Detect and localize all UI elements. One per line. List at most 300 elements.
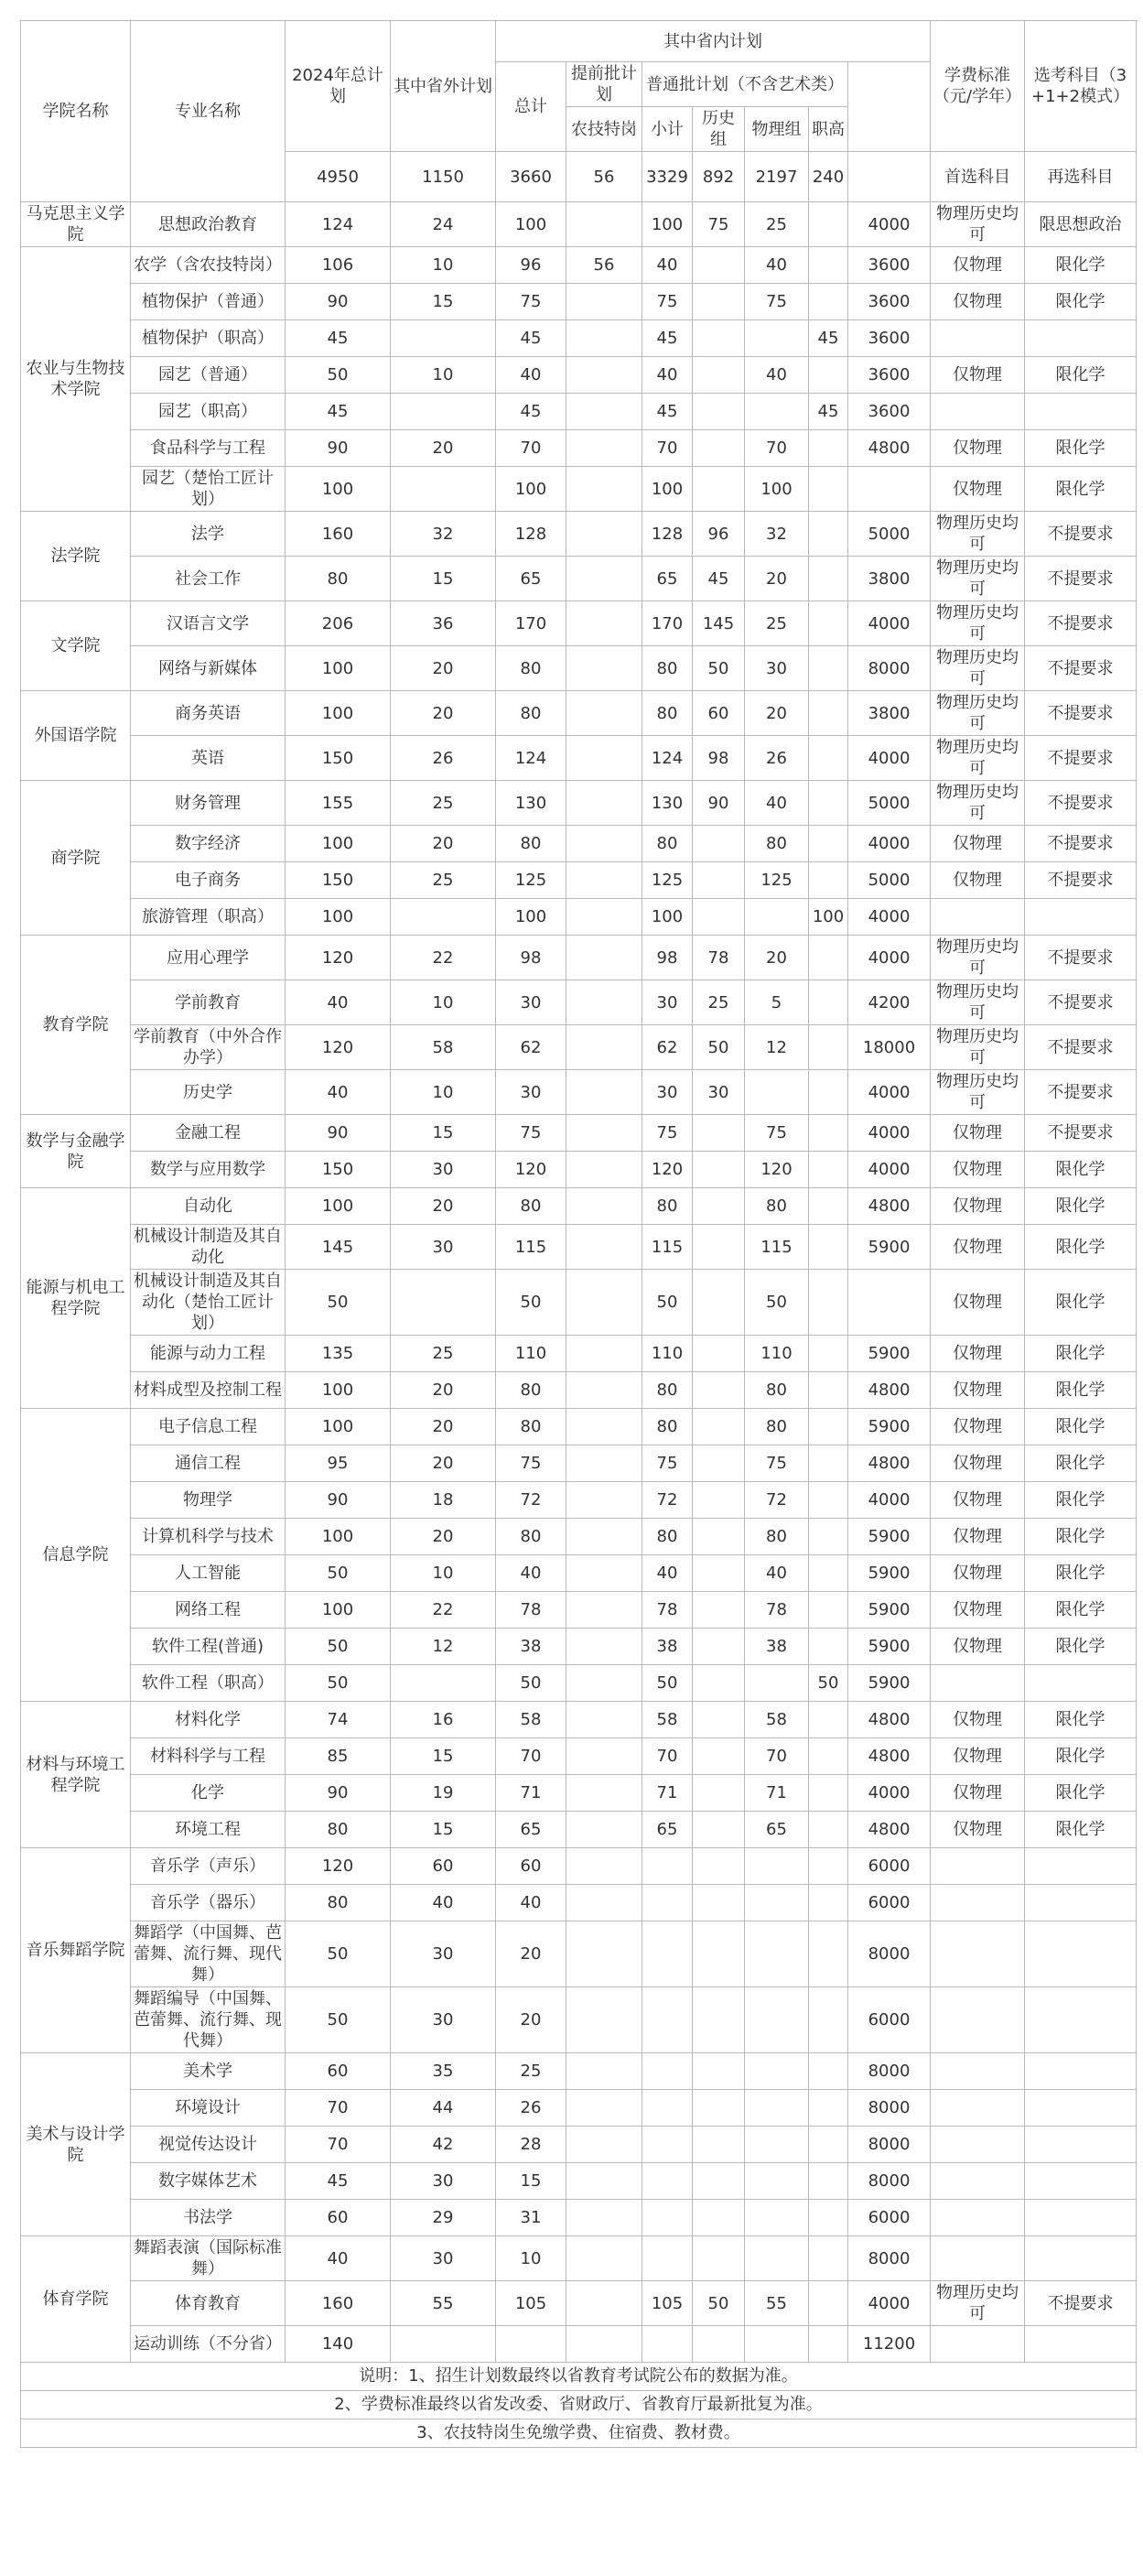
major-name: 财务管理 (131, 781, 286, 826)
physics-group: 32 (745, 512, 809, 557)
second-subject (1025, 1987, 1137, 2053)
history-group (693, 1115, 745, 1152)
total-plan: 120 (286, 1025, 391, 1070)
regular-subtotal (642, 2200, 693, 2236)
table-row (21, 736, 1137, 781)
out-province-plan (391, 320, 496, 357)
regular-subtotal: 71 (642, 1775, 693, 1812)
out-province-plan: 15 (391, 284, 496, 320)
out-province-plan: 20 (391, 1519, 496, 1555)
second-subject: 不提要求 (1025, 862, 1137, 899)
history-group (693, 1445, 745, 1482)
vocational-plan (809, 1921, 848, 1987)
tuition: 3600 (848, 284, 931, 320)
table-row (21, 284, 1137, 320)
vocational-plan (809, 736, 848, 781)
regular-subtotal: 45 (642, 394, 693, 430)
vocational-plan (809, 2200, 848, 2236)
first-subject: 物理历史均可 (931, 781, 1025, 826)
col-header-total-2024: 2024年总计划 (286, 21, 391, 152)
major-name: 思想政治教育 (131, 202, 286, 247)
second-subject: 不提要求 (1025, 781, 1137, 826)
physics-group: 26 (745, 736, 809, 781)
first-subject: 仅物理 (931, 1336, 1025, 1372)
history-group: 98 (693, 736, 745, 781)
early-agri-plan (566, 1445, 642, 1482)
physics-group (745, 2236, 809, 2281)
table-row (21, 646, 1137, 691)
early-agri-plan (566, 862, 642, 899)
regular-subtotal: 80 (642, 1519, 693, 1555)
early-agri-plan (566, 512, 642, 557)
in-province-total: 80 (496, 1372, 566, 1409)
physics-group (745, 1848, 809, 1885)
physics-group (745, 2090, 809, 2127)
physics-group: 58 (745, 1702, 809, 1738)
vocational-plan (809, 1702, 848, 1738)
first-subject: 仅物理 (931, 430, 1025, 467)
major-name: 自动化 (131, 1188, 286, 1225)
vocational-plan (809, 1409, 848, 1445)
table-row (21, 899, 1137, 936)
col-header-first-subject: 首选科目 (931, 152, 1025, 202)
major-name: 人工智能 (131, 1555, 286, 1592)
early-agri-plan (566, 781, 642, 826)
total-plan: 80 (286, 557, 391, 601)
total-cell: 892 (693, 152, 745, 202)
major-name: 通信工程 (131, 1445, 286, 1482)
early-agri-plan (566, 1070, 642, 1115)
first-subject: 仅物理 (931, 1592, 1025, 1629)
first-subject: 仅物理 (931, 357, 1025, 394)
early-agri-plan (566, 1225, 642, 1270)
vocational-plan (809, 1592, 848, 1629)
tuition: 5000 (848, 512, 931, 557)
tuition: 8000 (848, 1921, 931, 1987)
history-group: 50 (693, 1025, 745, 1070)
history-group (693, 2053, 745, 2090)
history-group: 90 (693, 781, 745, 826)
total-plan: 100 (286, 1372, 391, 1409)
major-name: 网络与新媒体 (131, 646, 286, 691)
vocational-plan (809, 284, 848, 320)
vocational-plan (809, 1152, 848, 1188)
table-row (21, 1270, 1137, 1336)
major-name: 能源与动力工程 (131, 1336, 286, 1372)
in-province-total: 100 (496, 467, 566, 512)
table-row (21, 1702, 1137, 1738)
physics-group: 12 (745, 1025, 809, 1070)
physics-group (745, 1665, 809, 1702)
physics-group: 71 (745, 1775, 809, 1812)
out-province-plan: 30 (391, 1987, 496, 2053)
first-subject (931, 1665, 1025, 1702)
physics-group: 80 (745, 1372, 809, 1409)
regular-subtotal: 105 (642, 2281, 693, 2326)
major-name: 音乐学（声乐） (131, 1848, 286, 1885)
second-subject: 不提要求 (1025, 2281, 1137, 2326)
total-plan: 60 (286, 2053, 391, 2090)
regular-subtotal: 80 (642, 1409, 693, 1445)
in-province-total: 40 (496, 1885, 566, 1921)
early-agri-plan (566, 1270, 642, 1336)
table-row (21, 1519, 1137, 1555)
table-row (21, 2163, 1137, 2200)
total-plan: 145 (286, 1225, 391, 1270)
first-subject: 物理历史均可 (931, 557, 1025, 601)
in-province-total: 40 (496, 1555, 566, 1592)
second-subject: 限化学 (1025, 1629, 1137, 1665)
physics-group: 20 (745, 557, 809, 601)
vocational-plan (809, 2053, 848, 2090)
out-province-plan: 18 (391, 1482, 496, 1519)
total-plan: 85 (286, 1738, 391, 1775)
in-province-total: 50 (496, 1665, 566, 1702)
total-plan: 50 (286, 1270, 391, 1336)
first-subject: 仅物理 (931, 1519, 1025, 1555)
major-name: 数字媒体艺术 (131, 2163, 286, 2200)
out-province-plan: 15 (391, 557, 496, 601)
vocational-plan (809, 980, 848, 1025)
major-name: 体育教育 (131, 2281, 286, 2326)
tuition: 5900 (848, 1555, 931, 1592)
tuition: 6000 (848, 1987, 931, 2053)
note-row (21, 2363, 1137, 2391)
physics-group: 65 (745, 1812, 809, 1848)
regular-subtotal: 100 (642, 202, 693, 247)
tuition: 4000 (848, 1070, 931, 1115)
out-province-plan: 10 (391, 247, 496, 284)
table-row (21, 862, 1137, 899)
second-subject (1025, 2236, 1137, 2281)
second-subject (1025, 2326, 1137, 2363)
second-subject (1025, 1665, 1137, 1702)
table-row (21, 2236, 1137, 2281)
second-subject: 限化学 (1025, 1555, 1137, 1592)
in-province-total: 50 (496, 1270, 566, 1336)
total-cell: 3660 (496, 152, 566, 202)
regular-subtotal: 75 (642, 1445, 693, 1482)
out-province-plan: 10 (391, 1070, 496, 1115)
tuition: 4000 (848, 936, 931, 980)
table-row (21, 1070, 1137, 1115)
out-province-plan: 30 (391, 2236, 496, 2281)
second-subject: 限化学 (1025, 1482, 1137, 1519)
tuition: 8000 (848, 2236, 931, 2281)
first-subject (931, 1885, 1025, 1921)
major-name: 环境设计 (131, 2090, 286, 2127)
in-province-total: 80 (496, 1519, 566, 1555)
college-name: 能源与机电工程学院 (21, 1188, 131, 1409)
table-row (21, 2127, 1137, 2163)
out-province-plan: 25 (391, 781, 496, 826)
second-subject: 限化学 (1025, 1372, 1137, 1409)
second-subject: 限化学 (1025, 1409, 1137, 1445)
total-cell: 3329 (642, 152, 693, 202)
out-province-plan: 30 (391, 1225, 496, 1270)
note-text: 说明：1、招生计划数最终以省教育考试院公布的数据为准。 (21, 2363, 1137, 2391)
first-subject (931, 1848, 1025, 1885)
physics-group: 80 (745, 1409, 809, 1445)
first-subject: 仅物理 (931, 1812, 1025, 1848)
physics-group: 120 (745, 1152, 809, 1188)
tuition: 8000 (848, 2090, 931, 2127)
in-province-total: 20 (496, 1921, 566, 1987)
regular-subtotal: 58 (642, 1702, 693, 1738)
total-plan: 160 (286, 2281, 391, 2326)
physics-group: 100 (745, 467, 809, 512)
total-plan: 140 (286, 2326, 391, 2363)
total-plan: 120 (286, 1848, 391, 1885)
total-plan: 50 (286, 1665, 391, 1702)
total-plan: 50 (286, 357, 391, 394)
physics-group (745, 2326, 809, 2363)
total-plan: 124 (286, 202, 391, 247)
history-group (693, 1519, 745, 1555)
total-plan: 50 (286, 1555, 391, 1592)
total-plan: 90 (286, 430, 391, 467)
first-subject: 物理历史均可 (931, 1025, 1025, 1070)
out-province-plan: 20 (391, 1409, 496, 1445)
history-group (693, 2090, 745, 2127)
tuition: 5900 (848, 1629, 931, 1665)
first-subject (931, 394, 1025, 430)
in-province-total: 105 (496, 2281, 566, 2326)
in-province-total: 125 (496, 862, 566, 899)
second-subject: 不提要求 (1025, 980, 1137, 1025)
vocational-plan (809, 247, 848, 284)
total-plan: 40 (286, 2236, 391, 2281)
out-province-plan: 15 (391, 1812, 496, 1848)
college-name: 信息学院 (21, 1409, 131, 1702)
total-plan: 100 (286, 467, 391, 512)
out-province-plan: 30 (391, 2163, 496, 2200)
tuition: 3600 (848, 357, 931, 394)
physics-group: 70 (745, 430, 809, 467)
major-name: 音乐学（器乐） (131, 1885, 286, 1921)
total-plan: 100 (286, 646, 391, 691)
total-plan: 60 (286, 2200, 391, 2236)
second-subject: 不提要求 (1025, 1025, 1137, 1070)
in-province-total: 71 (496, 1775, 566, 1812)
table-row (21, 826, 1137, 862)
table-row (21, 467, 1137, 512)
physics-group (745, 2127, 809, 2163)
first-subject (931, 2053, 1025, 2090)
major-name: 学前教育（中外合作办学） (131, 1025, 286, 1070)
out-province-plan: 24 (391, 202, 496, 247)
first-subject: 仅物理 (931, 1152, 1025, 1188)
vocational-plan (809, 1445, 848, 1482)
in-province-total: 70 (496, 1738, 566, 1775)
regular-subtotal: 70 (642, 1738, 693, 1775)
history-group (693, 1555, 745, 1592)
vocational-plan (809, 2090, 848, 2127)
out-province-plan: 20 (391, 1372, 496, 1409)
first-subject: 物理历史均可 (931, 2281, 1025, 2326)
first-subject: 物理历史均可 (931, 512, 1025, 557)
vocational-plan (809, 781, 848, 826)
in-province-total: 58 (496, 1702, 566, 1738)
tuition (848, 467, 931, 512)
out-province-plan: 10 (391, 1555, 496, 1592)
second-subject: 不提要求 (1025, 736, 1137, 781)
physics-group: 125 (745, 862, 809, 899)
out-province-plan: 19 (391, 1775, 496, 1812)
header-row-1 (21, 21, 1137, 62)
physics-group: 80 (745, 1188, 809, 1225)
first-subject: 物理历史均可 (931, 1070, 1025, 1115)
early-agri-plan (566, 1885, 642, 1921)
regular-subtotal: 100 (642, 899, 693, 936)
vocational-plan (809, 862, 848, 899)
history-group: 50 (693, 646, 745, 691)
second-subject: 限化学 (1025, 1188, 1137, 1225)
early-agri-plan (566, 1555, 642, 1592)
out-province-plan: 20 (391, 691, 496, 736)
second-subject: 限化学 (1025, 430, 1137, 467)
total-plan: 100 (286, 1592, 391, 1629)
early-agri-plan (566, 1188, 642, 1225)
early-agri-plan (566, 1592, 642, 1629)
col-header-college: 学院名称 (21, 21, 131, 202)
early-agri-plan (566, 2127, 642, 2163)
early-agri-plan: 56 (566, 247, 642, 284)
tuition: 4200 (848, 980, 931, 1025)
table-row (21, 1482, 1137, 1519)
physics-group: 50 (745, 1270, 809, 1336)
tuition: 4000 (848, 826, 931, 862)
in-province-total: 170 (496, 601, 566, 646)
in-province-total: 130 (496, 781, 566, 826)
total-plan: 45 (286, 320, 391, 357)
table-row (21, 1592, 1137, 1629)
major-name: 食品科学与工程 (131, 430, 286, 467)
total-plan: 95 (286, 1445, 391, 1482)
first-subject (931, 320, 1025, 357)
history-group (693, 2127, 745, 2163)
history-group (693, 826, 745, 862)
regular-subtotal: 65 (642, 1812, 693, 1848)
out-province-plan: 42 (391, 2127, 496, 2163)
second-subject: 不提要求 (1025, 557, 1137, 601)
table-row (21, 430, 1137, 467)
physics-group: 75 (745, 1115, 809, 1152)
table-row (21, 1225, 1137, 1270)
vocational-plan (809, 1812, 848, 1848)
in-province-total: 60 (496, 1848, 566, 1885)
out-province-plan: 20 (391, 1445, 496, 1482)
history-group: 50 (693, 2281, 745, 2326)
table-row (21, 1848, 1137, 1885)
out-province-plan: 30 (391, 1152, 496, 1188)
table-row (21, 1555, 1137, 1592)
total-plan: 100 (286, 899, 391, 936)
out-province-plan: 20 (391, 430, 496, 467)
out-province-plan (391, 467, 496, 512)
col-header-in-province: 其中省内计划 (496, 21, 931, 62)
second-subject (1025, 1885, 1137, 1921)
vocational-plan (809, 512, 848, 557)
in-province-total: 31 (496, 2200, 566, 2236)
total-plan: 70 (286, 2127, 391, 2163)
tuition: 8000 (848, 2053, 931, 2090)
tuition: 4000 (848, 601, 931, 646)
first-subject: 仅物理 (931, 1555, 1025, 1592)
total-plan: 150 (286, 1152, 391, 1188)
in-province-total: 120 (496, 1152, 566, 1188)
table-row (21, 1738, 1137, 1775)
in-province-total: 25 (496, 2053, 566, 2090)
tuition: 4800 (848, 1738, 931, 1775)
in-province-total: 124 (496, 736, 566, 781)
history-group: 75 (693, 202, 745, 247)
regular-subtotal (642, 2053, 693, 2090)
total-plan: 100 (286, 826, 391, 862)
total-plan: 90 (286, 284, 391, 320)
vocational-plan (809, 1482, 848, 1519)
second-subject: 不提要求 (1025, 691, 1137, 736)
first-subject: 仅物理 (931, 862, 1025, 899)
table-row (21, 1409, 1137, 1445)
college-name: 农业与生物技术学院 (21, 247, 131, 512)
early-agri-plan (566, 394, 642, 430)
total-plan: 155 (286, 781, 391, 826)
regular-subtotal: 30 (642, 1070, 693, 1115)
history-group (693, 2200, 745, 2236)
in-province-total: 96 (496, 247, 566, 284)
early-agri-plan (566, 2281, 642, 2326)
history-group (693, 1775, 745, 1812)
physics-group: 40 (745, 247, 809, 284)
second-subject: 不提要求 (1025, 936, 1137, 980)
history-group (693, 2236, 745, 2281)
in-province-total: 65 (496, 1812, 566, 1848)
out-province-plan (391, 2326, 496, 2363)
table-row (21, 980, 1137, 1025)
first-subject: 仅物理 (931, 1225, 1025, 1270)
second-subject: 限化学 (1025, 357, 1137, 394)
vocational-plan (809, 826, 848, 862)
in-province-total: 10 (496, 2236, 566, 2281)
out-province-plan: 36 (391, 601, 496, 646)
physics-group (745, 2163, 809, 2200)
vocational-plan (809, 936, 848, 980)
tuition: 3800 (848, 557, 931, 601)
history-group (693, 2326, 745, 2363)
table-row (21, 601, 1137, 646)
vocational-plan: 45 (809, 394, 848, 430)
tuition: 4000 (848, 736, 931, 781)
total-plan: 135 (286, 1336, 391, 1372)
physics-group: 115 (745, 1225, 809, 1270)
col-header-major: 专业名称 (131, 21, 286, 202)
major-name: 英语 (131, 736, 286, 781)
total-plan: 50 (286, 1987, 391, 2053)
total-plan: 45 (286, 2163, 391, 2200)
physics-group (745, 1885, 809, 1921)
vocational-plan (809, 1775, 848, 1812)
major-name: 材料科学与工程 (131, 1738, 286, 1775)
first-subject (931, 2090, 1025, 2127)
first-subject: 仅物理 (931, 1409, 1025, 1445)
college-name: 商学院 (21, 781, 131, 936)
major-name: 农学（含农技特岗） (131, 247, 286, 284)
regular-subtotal: 65 (642, 557, 693, 601)
vocational-plan: 50 (809, 1665, 848, 1702)
first-subject: 仅物理 (931, 1188, 1025, 1225)
second-subject: 限化学 (1025, 284, 1137, 320)
